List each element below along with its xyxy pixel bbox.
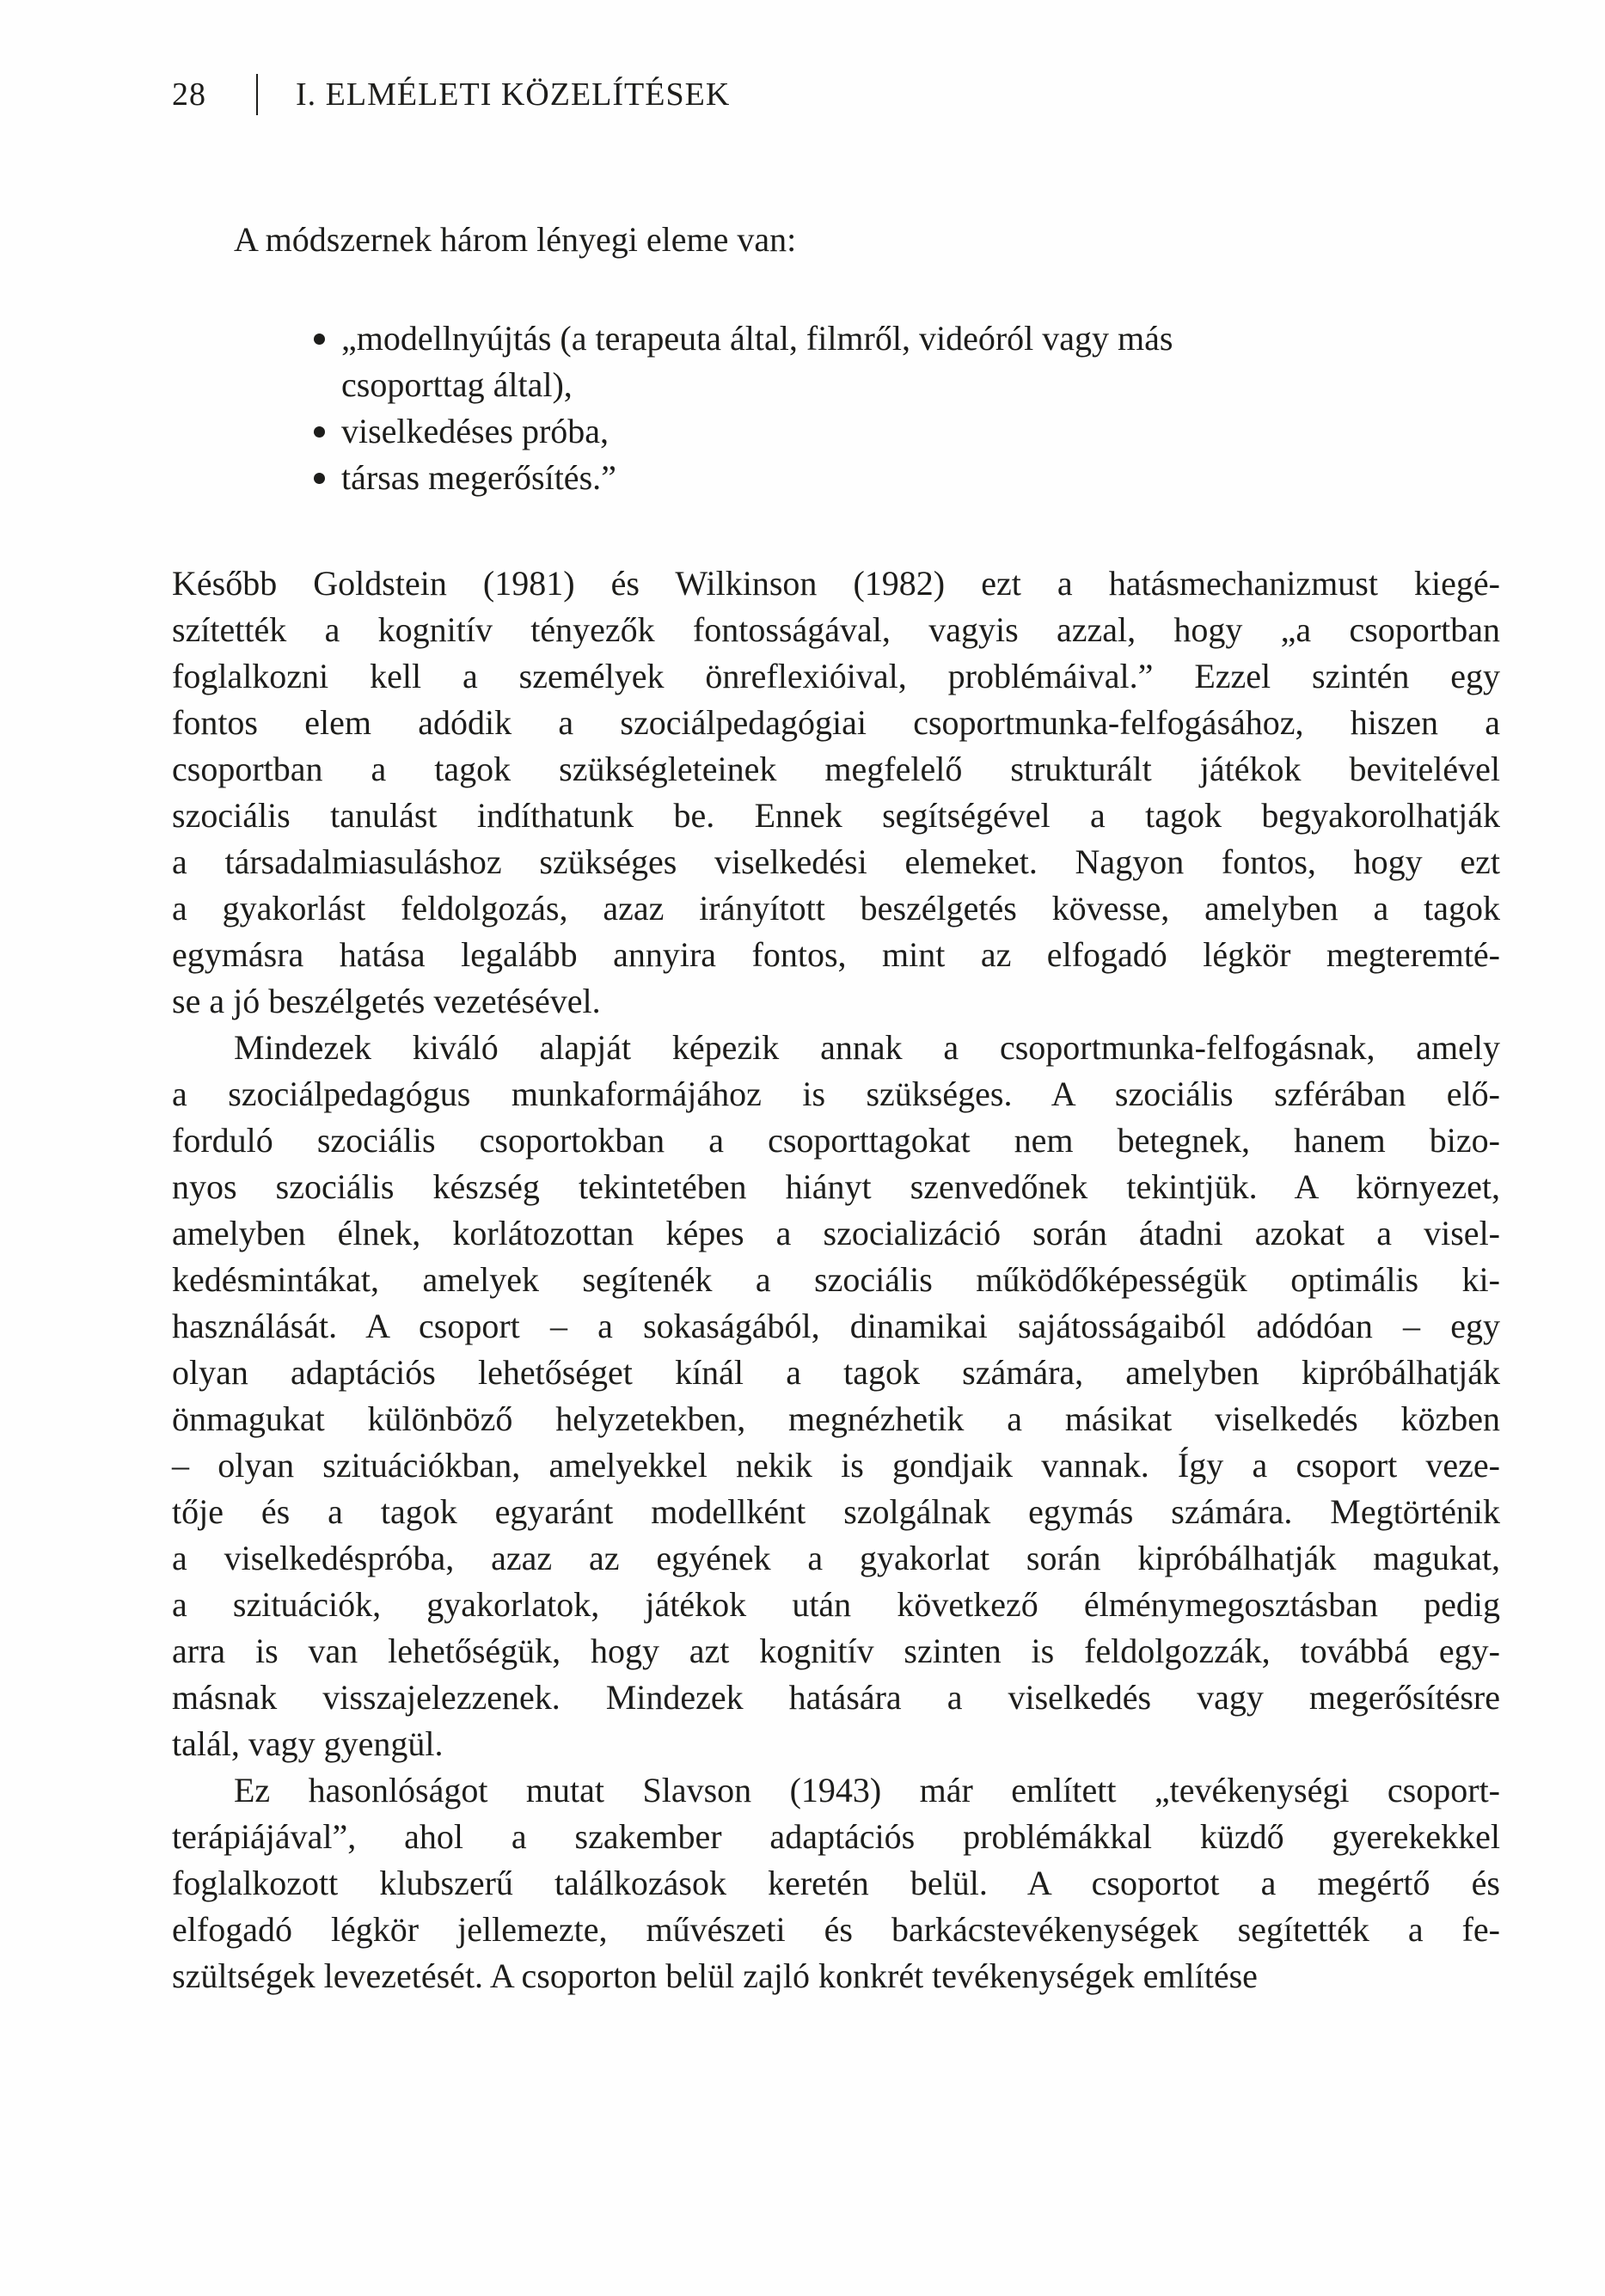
page-number: 28 xyxy=(172,77,206,113)
text-line: szítették a kognitív tényezők fontosságával, vagyis azzal, hogy „a csoportban xyxy=(172,610,1500,649)
header-divider-icon xyxy=(256,74,258,115)
running-title: I. ELMÉLETI KÖZELÍTÉSEK xyxy=(296,77,731,113)
paragraphs xyxy=(172,560,1500,1999)
page-body xyxy=(172,217,1500,1999)
text-line: a szituációk, gyakorlatok, játékok után következő élménymegosztásban pedig xyxy=(172,1585,1500,1624)
text-line: a viselkedéspróba, azaz az egyének a gyakorlat során kipróbálhatják magukat, xyxy=(172,1539,1500,1577)
text-line: arra is van lehetőségük, hogy azt kognitív szinten is feldolgozzák, továbbá egy- xyxy=(172,1632,1500,1670)
text-line: tője és a tagok egyaránt modellként szolgálnak egymás számára. Megtörténik xyxy=(172,1492,1500,1531)
text-line: foglalkozni kell a személyek önreflexióival, problémáival.” Ezzel szintén egy xyxy=(172,657,1500,695)
text-line: Mindezek kiváló alapját képezik annak a csoportmunka-felfogásnak, amely xyxy=(234,1028,1500,1067)
text-line: olyan adaptációs lehetőséget kínál a tagok számára, amelyben kipróbálhatják xyxy=(172,1353,1500,1392)
text-line: a társadalmiasuláshoz szükséges viselkedési elemeket. Nagyon fontos, hogy ezt xyxy=(172,842,1500,881)
text-line: terápiájával”, ahol a szakember adaptációs problémákkal küzdő gyerekekkel xyxy=(172,1817,1500,1856)
text-line: talál, vagy gyengül. xyxy=(172,1724,444,1763)
text-line: fontos elem adódik a szociálpedagógiai csoportmunka-felfogásához, hiszen a xyxy=(172,703,1500,742)
bullet-item xyxy=(341,408,1500,455)
text-line: a szociálpedagógus munkaformájához is szükséges. A szociális szférában elő- xyxy=(172,1075,1500,1113)
text-line: másnak visszajelezzenek. Mindezek hatására a viselkedés vagy megerősítésre xyxy=(172,1678,1500,1717)
bullet-icon xyxy=(314,334,325,345)
text-line: kedésmintákat, amelyek segítenék a szociális működőképességük optimális ki- xyxy=(172,1260,1500,1299)
text-line: nyos szociális készség tekintetében hiányt szenvedőnek tekintjük. A környezet, xyxy=(172,1167,1500,1206)
bullet-line: társas megerősítés.” xyxy=(341,458,616,497)
bullet-line: „modellnyújtás (a terapeuta által, filmről, videóról vagy más xyxy=(341,319,1173,358)
text-line: használását. A csoport – a sokaságából, dinamikai sajátosságaiból adódóan – egy xyxy=(172,1307,1500,1345)
text-line: egymásra hatása legalább annyira fontos, mint az elfogadó légkör megteremté- xyxy=(172,935,1500,974)
paragraph xyxy=(172,1025,1500,1767)
running-header xyxy=(172,74,730,115)
text-line: szültségek levezetését. A csoporton belül zajló konkrét tevékenységek említése xyxy=(172,1956,1258,1995)
text-line: Később Goldstein (1981) és Wilkinson (1982) ezt a hatásmechanizmust kiegé- xyxy=(172,564,1500,603)
text-line: forduló szociális csoportokban a csoporttagokat nem betegnek, hanem bizo- xyxy=(172,1121,1500,1160)
bullet-icon xyxy=(314,473,325,484)
text-line: szociális tanulást indíthatunk be. Ennek segítségével a tagok begyakorolhatják xyxy=(172,796,1500,835)
text-line: önmagukat különböző helyzetekben, megnézhetik a másikat viselkedés közben xyxy=(172,1399,1500,1438)
text-line: Ez hasonlóságot mutat Slavson (1943) már említett „tevékenységi csoport- xyxy=(234,1771,1500,1809)
text-line: amelyben élnek, korlátozottan képes a szocializáció során átadni azokat a visel- xyxy=(172,1214,1500,1252)
text-line: se a jó beszélgetés vezetésével. xyxy=(172,982,601,1020)
bullet-icon xyxy=(314,426,325,438)
text-line: csoportban a tagok szükségleteinek megfelelő strukturált játékok bevitelével xyxy=(172,750,1500,788)
bullet-line: csoporttag által), xyxy=(341,365,573,404)
bullet-item xyxy=(341,315,1500,408)
intro-paragraph: A módszernek három lényegi eleme van: xyxy=(234,220,797,259)
paragraph xyxy=(172,560,1500,1025)
text-line: a gyakorlást feldolgozás, azaz irányított beszélgetés kövesse, amelyben a tagok xyxy=(172,889,1500,928)
text-line: elfogadó légkör jellemezte, művészeti és barkácstevékenységek segítették a fe- xyxy=(172,1910,1500,1949)
paragraph xyxy=(172,1767,1500,1999)
bullet-list xyxy=(172,315,1500,501)
text-line: foglalkozott klubszerű találkozások keretén belül. A csoportot a megértő és xyxy=(172,1864,1500,1902)
bullet-line: viselkedéses próba, xyxy=(341,412,610,450)
text-line: – olyan szituációkban, amelyekkel nekik is gondjaik vannak. Így a csoport veze- xyxy=(172,1446,1500,1485)
bullet-item xyxy=(341,455,1500,501)
